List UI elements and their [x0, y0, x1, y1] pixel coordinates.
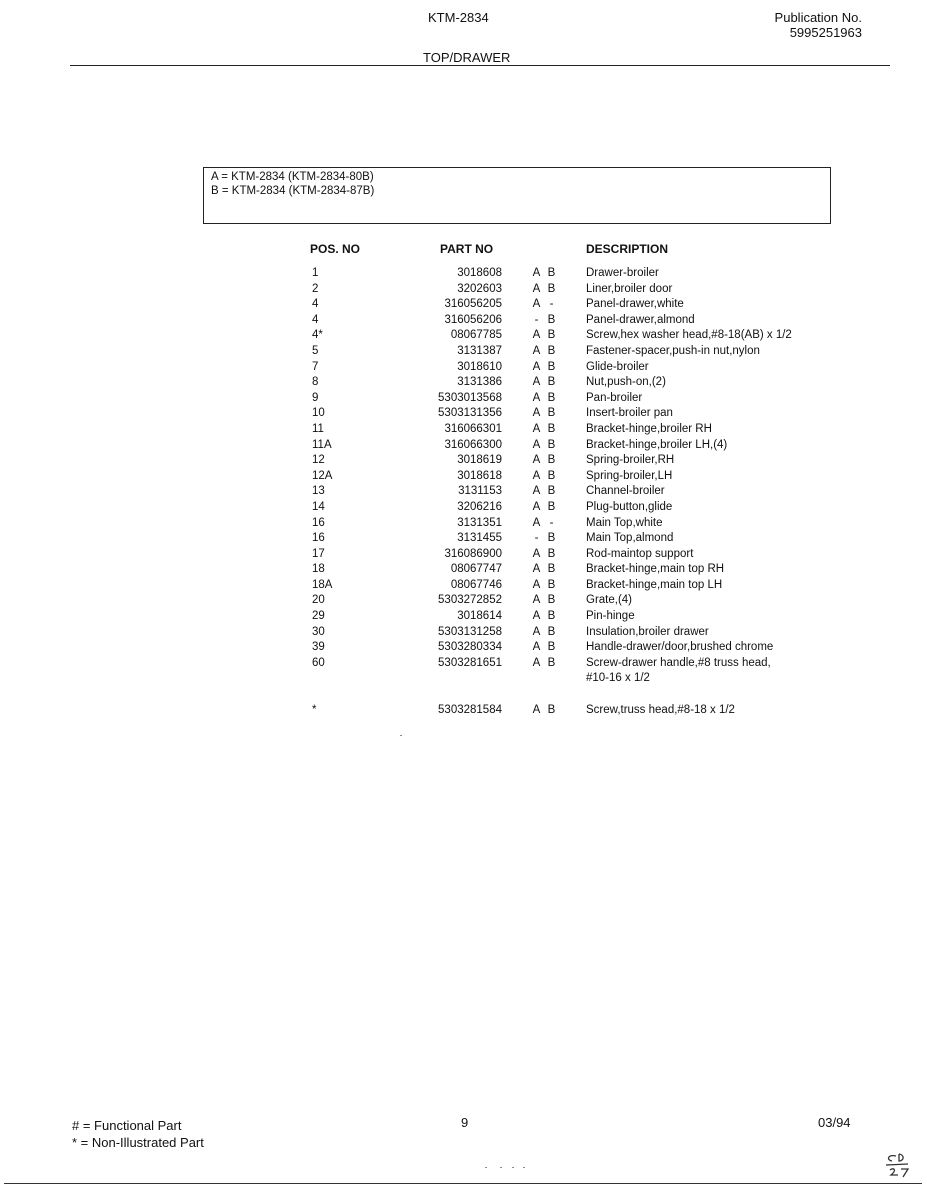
description-cell: Channel-broiler	[586, 485, 665, 498]
scan-speck	[500, 1167, 502, 1168]
table-row	[0, 609, 927, 625]
model-b-cell: B	[547, 376, 556, 389]
description-cell: Liner,broiler door	[586, 282, 673, 295]
model-a-cell: A	[532, 641, 541, 654]
model-a-cell: A	[532, 391, 541, 404]
model-b-cell: B	[547, 641, 556, 654]
header-rule	[70, 65, 890, 66]
model-b-cell: B	[547, 500, 556, 513]
pos-cell: 17	[312, 547, 325, 560]
corner-handwritten-mark	[882, 1148, 916, 1182]
scan-speck	[485, 1167, 487, 1168]
model-b-cell: B	[547, 329, 556, 342]
model-b-cell: B	[547, 438, 556, 451]
model-a-cell: A	[532, 422, 541, 435]
part-number-cell: 3018618	[457, 469, 502, 482]
pos-cell: 13	[312, 485, 325, 498]
table-row	[0, 297, 927, 313]
description-cell: Rod-maintop support	[586, 547, 694, 560]
part-number-cell: 5303272852	[438, 594, 502, 607]
part-number-cell: 316086900	[444, 547, 502, 560]
table-row	[0, 703, 927, 719]
part-number-cell: 5303281584	[438, 703, 502, 716]
table-row	[0, 656, 927, 672]
pos-cell: *	[312, 703, 317, 716]
table-row	[0, 625, 927, 641]
table-row	[0, 500, 927, 516]
table-row	[0, 344, 927, 360]
model-b-cell: B	[547, 656, 556, 669]
table-row	[0, 422, 927, 438]
pos-cell: 29	[312, 610, 325, 623]
model-a-cell: A	[532, 500, 541, 513]
table-row	[0, 671, 927, 687]
model-b-cell: B	[547, 282, 556, 295]
description-cell: Drawer-broiler	[586, 267, 659, 279]
table-row	[0, 313, 927, 329]
description-cell: Handle-drawer/door,brushed chrome	[586, 641, 774, 654]
model-a-cell: A	[532, 594, 541, 607]
table-row	[0, 328, 927, 344]
part-number-cell: 5303013568	[438, 391, 502, 404]
model-a-cell: A	[532, 703, 541, 716]
table-row	[0, 593, 927, 609]
table-row	[0, 687, 927, 703]
legend-line-b: B = KTM-2834 (KTM-2834-87B)	[211, 185, 375, 197]
parts-table	[0, 266, 927, 718]
part-number-cell: 316056205	[444, 298, 502, 311]
revision-date: 03/94	[818, 1115, 851, 1130]
model-b-cell: -	[549, 516, 554, 529]
model-legend-box	[203, 167, 831, 224]
description-cell: Bracket-hinge,broiler RH	[586, 422, 712, 435]
pos-cell: 4	[312, 313, 319, 326]
part-number-cell: 5303131356	[438, 407, 502, 420]
table-row	[0, 578, 927, 594]
model-b-cell: B	[547, 578, 556, 591]
description-cell: Screw,truss head,#8-18 x 1/2	[586, 703, 735, 716]
model-number: KTM-2834	[428, 10, 489, 25]
pos-cell: 11	[312, 422, 324, 435]
description-cell: Screw,hex washer head,#8-18(AB) x 1/2	[586, 329, 792, 342]
model-b-cell: B	[547, 407, 556, 420]
pos-cell: 9	[312, 391, 319, 404]
pos-cell: 20	[312, 594, 325, 607]
table-row	[0, 516, 927, 532]
model-a-cell: A	[532, 578, 541, 591]
model-a-cell: -	[534, 313, 539, 326]
model-b-cell: B	[547, 610, 556, 623]
model-b-cell: -	[549, 298, 554, 311]
pos-cell: 39	[312, 641, 325, 654]
part-number-cell: 3018610	[457, 360, 502, 373]
scan-speck	[400, 735, 402, 736]
pos-cell: 4*	[312, 329, 323, 342]
model-b-cell: B	[547, 563, 556, 576]
column-header-pos: POS. NO	[310, 242, 361, 256]
model-a-cell: A	[532, 454, 541, 467]
description-cell: Screw-drawer handle,#8 truss head,	[586, 656, 771, 669]
description-cell: #10-16 x 1/2	[586, 672, 650, 685]
pos-cell: 30	[312, 625, 325, 638]
footer-rule	[4, 1183, 922, 1184]
description-cell: Nut,push-on,(2)	[586, 376, 666, 389]
model-b-cell: B	[547, 454, 556, 467]
column-header-part: PART NO	[440, 242, 494, 256]
description-cell: Bracket-hinge,main top LH	[586, 578, 723, 591]
description-cell: Pin-hinge	[586, 610, 635, 623]
model-a-cell: A	[532, 344, 541, 357]
pos-cell: 12A	[312, 469, 333, 482]
table-row	[0, 640, 927, 656]
part-number-cell: 08067747	[450, 563, 502, 576]
description-cell: Plug-button,glide	[586, 500, 673, 513]
description-cell: Spring-broiler,RH	[586, 454, 675, 467]
model-a-cell: A	[532, 516, 541, 529]
part-number-cell: 3131386	[457, 376, 502, 389]
model-a-cell: A	[532, 360, 541, 373]
pos-cell: 11A	[312, 438, 332, 451]
pos-cell: 8	[312, 376, 319, 389]
part-number-cell: 316066300	[444, 438, 502, 451]
model-b-cell: B	[547, 422, 556, 435]
part-number-cell: 3131153	[458, 485, 502, 498]
model-a-cell: A	[532, 376, 541, 389]
pos-cell: 10	[312, 407, 325, 420]
section-title: TOP/DRAWER	[423, 50, 511, 65]
model-a-cell: A	[532, 547, 541, 560]
table-row	[0, 469, 927, 485]
pos-cell: 12	[312, 454, 325, 467]
table-row	[0, 562, 927, 578]
pos-cell: 18A	[312, 578, 333, 591]
legend-line-a: A = KTM-2834 (KTM-2834-80B)	[211, 171, 374, 183]
model-a-cell: A	[532, 625, 541, 638]
model-b-cell: B	[547, 547, 556, 560]
model-b-cell: B	[547, 625, 556, 638]
part-number-cell: 3131455	[457, 532, 502, 545]
pos-cell: 5	[312, 344, 319, 357]
description-cell: Bracket-hinge,broiler LH,(4)	[586, 438, 728, 451]
part-number-cell: 5303281651	[438, 656, 502, 669]
model-a-cell: A	[532, 610, 541, 623]
model-b-cell: B	[547, 360, 556, 373]
model-a-cell: -	[534, 532, 539, 545]
model-a-cell: A	[532, 282, 541, 295]
part-number-cell: 3206216	[457, 500, 502, 513]
part-number-cell: 3018608	[457, 267, 502, 279]
model-b-cell: B	[547, 391, 556, 404]
table-row	[0, 438, 927, 454]
table-row	[0, 453, 927, 469]
part-number-cell: 3018619	[457, 454, 502, 467]
description-cell: Fastener-spacer,push-in nut,nylon	[586, 344, 760, 357]
table-row	[0, 375, 927, 391]
table-row	[0, 406, 927, 422]
model-b-cell: B	[547, 313, 556, 326]
model-b-cell: B	[547, 344, 556, 357]
part-number-cell: 5303131258	[438, 625, 502, 638]
description-cell: Spring-broiler,LH	[586, 469, 673, 482]
model-a-cell: A	[532, 329, 541, 342]
part-number-cell: 08067746	[450, 578, 502, 591]
description-cell: Insert-broiler pan	[586, 407, 673, 420]
description-cell: Main Top,almond	[586, 532, 674, 545]
table-row	[0, 391, 927, 407]
model-a-cell: A	[532, 298, 541, 311]
column-header-description: DESCRIPTION	[586, 242, 669, 256]
table-row	[0, 360, 927, 376]
table-row	[0, 484, 927, 500]
part-number-cell: 316056206	[444, 313, 502, 326]
model-a-cell: A	[532, 438, 541, 451]
model-b-cell: B	[547, 267, 556, 279]
model-a-cell: A	[532, 485, 541, 498]
part-number-cell: 3131351	[457, 516, 502, 529]
scan-speck	[512, 1167, 514, 1168]
table-row	[0, 266, 927, 282]
model-a-cell: A	[532, 407, 541, 420]
pos-cell: 7	[312, 360, 319, 373]
pos-cell: 60	[312, 656, 325, 669]
pos-cell: 1	[312, 267, 319, 279]
description-cell: Glide-broiler	[586, 360, 649, 373]
description-cell: Grate,(4)	[586, 594, 633, 607]
pos-cell: 16	[312, 516, 325, 529]
non-illustrated-note: * = Non-Illustrated Part	[72, 1135, 204, 1150]
model-a-cell: A	[532, 656, 541, 669]
description-cell: Insulation,broiler drawer	[586, 625, 709, 638]
publication-label: Publication No.	[774, 10, 862, 25]
scan-speck	[523, 1167, 525, 1168]
description-cell: Main Top,white	[586, 516, 663, 529]
table-row	[0, 547, 927, 563]
pos-cell: 14	[312, 500, 325, 513]
model-b-cell: B	[547, 485, 556, 498]
part-number-cell: 08067785	[450, 329, 502, 342]
pos-cell: 4	[312, 298, 319, 311]
model-a-cell: A	[532, 563, 541, 576]
part-number-cell: 3131387	[457, 344, 502, 357]
description-cell: Panel-drawer,almond	[586, 313, 695, 326]
description-cell: Panel-drawer,white	[586, 298, 684, 311]
part-number-cell: 5303280334	[438, 641, 502, 654]
description-cell: Bracket-hinge,main top RH	[586, 563, 725, 576]
description-cell: Pan-broiler	[586, 391, 643, 404]
part-number-cell: 3202603	[457, 282, 502, 295]
table-row	[0, 531, 927, 547]
pos-cell: 18	[312, 563, 325, 576]
part-number-cell: 3018614	[457, 610, 502, 623]
model-a-cell: A	[532, 469, 541, 482]
pos-cell: 2	[312, 282, 319, 295]
model-b-cell: B	[547, 703, 556, 716]
page-number: 9	[461, 1115, 469, 1130]
model-b-cell: B	[547, 469, 556, 482]
publication-number: 5995251963	[789, 25, 862, 40]
model-b-cell: B	[547, 532, 556, 545]
functional-part-note: # = Functional Part	[72, 1118, 182, 1133]
table-row	[0, 282, 927, 298]
pos-cell: 16	[312, 532, 325, 545]
model-b-cell: B	[547, 594, 556, 607]
model-a-cell: A	[532, 267, 541, 279]
part-number-cell: 316066301	[444, 422, 502, 435]
